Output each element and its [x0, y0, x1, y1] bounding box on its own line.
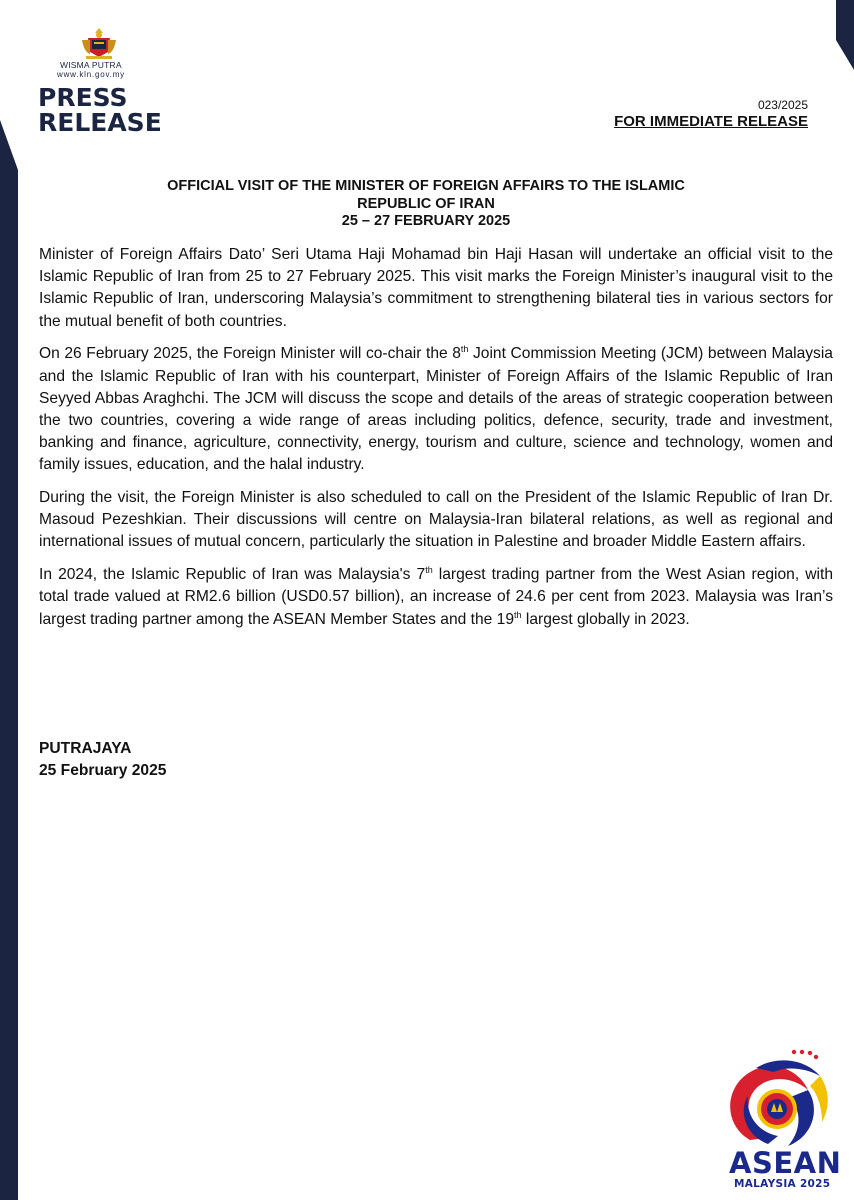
document-heading: [110, 178, 742, 231]
paragraph-4: [39, 564, 833, 631]
ordinal-suffix: th: [514, 609, 522, 620]
paragraph-4-part-a: In 2024, the Islamic Republic of Iran was Malaysia's 7: [39, 566, 426, 584]
press-title-line2: RELEASE: [38, 108, 162, 137]
paragraph-2-part-b: Joint Commission Meeting (JCM) between Malaysia and the Islamic Republic of Iran with his counterpart, Minister of Foreign Affairs of the Islamic Republic of Iran Seyyed Abbas Araghchi. The JCM will discuss the scope and details of the areas of strategic cooperation between the two countries, covering a wide range of areas including politics, defence, security, trade and investment, banking and finance, agriculture, connectivity, energy, tourism and culture, science and technology, women and family issues, education, and the halal industry.: [39, 345, 833, 474]
dateline: [39, 738, 166, 782]
asean-wordmark: ASEAN: [729, 1146, 842, 1180]
dateline-place: PUTRAJAYA: [39, 740, 132, 757]
press-title-line1: PRESS: [38, 83, 128, 112]
asean-malaysia-logo-icon: [716, 1046, 834, 1158]
heading-line1: OFFICIAL VISIT OF THE MINISTER OF FOREIGN AFFAIRS TO THE ISLAMIC: [167, 178, 685, 194]
website-link[interactable]: www.kln.gov.my: [57, 70, 125, 79]
paragraph-1: Minister of Foreign Affairs Dato’ Seri Utama Haji Mohamad bin Haji Hasan will undertake an official visit to the Islamic Republic of Iran from 25 to 27 February 2025. This visit marks the Foreign Minister’s inaugural visit to the Islamic Republic of Iran, underscoring Malaysia’s commitment to strengthening bilateral ties in various sectors for the mutual benefit of both countries.: [39, 246, 833, 330]
paragraph-4-part-c: largest globally in 2023.: [521, 610, 690, 628]
paragraph-2-part-a: On 26 February 2025, the Foreign Minister will co-chair the 8: [39, 345, 461, 363]
right-border-stripe: [836, 0, 854, 70]
paragraph-4-part-b: largest trading partner from the West Asian region, with total trade valued at RM2.6 billion (USD0.57 billion), an increase of 24.6 per cent from 2023. Malaysia was Iran’s largest trading partner among the ASEAN Member States and the 19: [39, 566, 833, 628]
left-border-notch: [0, 180, 12, 1200]
release-note: FOR IMMEDIATE RELEASE: [614, 113, 808, 130]
paragraph-3: During the visit, the Foreign Minister is also scheduled to call on the President of the Islamic Republic of Iran Dr. Masoud Pezeshkian. Their discussions will centre on Malaysia-Iran bilateral relations, as well as regional and international issues of mutual concern, particularly the situation in Palestine and broader Middle Eastern affairs.: [39, 489, 833, 551]
body-text: [39, 244, 833, 641]
heading-line3: 25 – 27 FEBRUARY 2025: [341, 213, 511, 229]
press-release-title: [38, 85, 162, 135]
ordinal-suffix: th: [425, 564, 433, 575]
dateline-date: 25 February 2025: [39, 762, 167, 779]
ordinal-suffix: th: [460, 344, 469, 355]
reference-number: 023/2025: [757, 98, 808, 112]
asean-subtitle: MALAYSIA 2025: [734, 1178, 831, 1190]
paragraph-2: [39, 343, 833, 476]
heading-line2: REPUBLIC OF IRAN: [357, 195, 495, 212]
coat-of-arms-icon: [80, 26, 118, 60]
org-name: WISMA PUTRA: [60, 60, 122, 70]
